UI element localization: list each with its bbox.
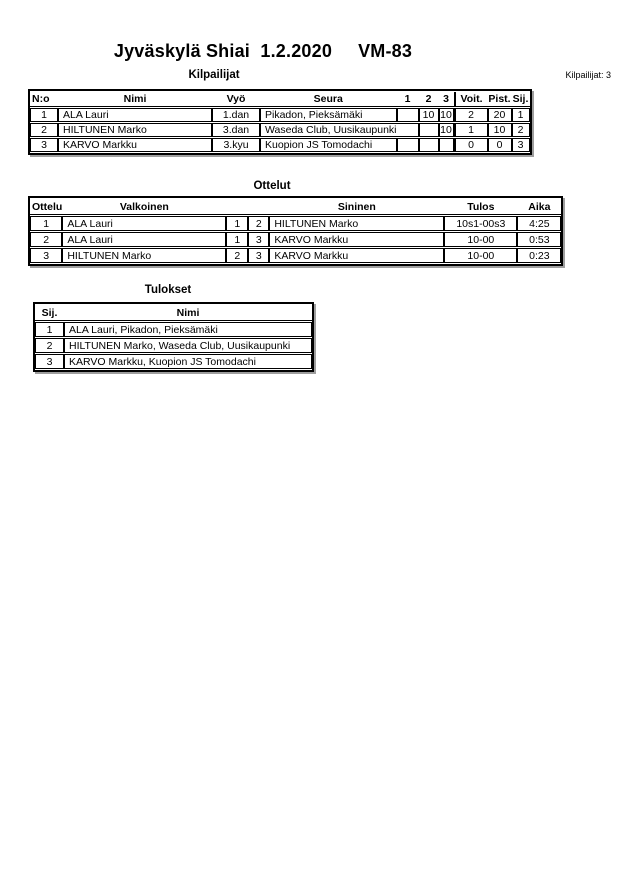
match-time-cell: 0:23 — [517, 248, 561, 263]
competitor-round1-cell — [397, 138, 419, 152]
col-header-match: Ottelu — [30, 199, 62, 215]
competitor-round1-cell — [397, 123, 419, 137]
competitor-round2-cell — [419, 138, 439, 152]
competitor-round3-cell: 10 — [440, 124, 452, 136]
match-white-cell: HILTUNEN Marko — [62, 248, 226, 263]
competitor-no-cell: 3 — [30, 138, 58, 152]
competitor-place-cell: 2 — [512, 123, 530, 137]
match-white-no-cell: 1 — [226, 216, 248, 231]
competitor-points-cell: 0 — [488, 138, 512, 152]
competitor-name-cell: HILTUNEN Marko — [58, 123, 212, 137]
competitor-place-cell: 1 — [512, 108, 530, 122]
matches-section-title: Ottelut — [253, 180, 291, 192]
competitor-name-cell: ALA Lauri — [58, 108, 212, 122]
col-header-belt: Vyö — [212, 92, 260, 107]
match-white-no-cell: 1 — [226, 232, 248, 247]
competitor-wins-cell: 2 — [454, 108, 488, 122]
competitor-belt-cell: 3.dan — [212, 123, 260, 137]
col-header-name: Nimi — [58, 92, 212, 107]
matches-header-row — [30, 199, 561, 215]
match-row — [30, 216, 561, 231]
match-result-cell: 10-00 — [444, 248, 517, 263]
match-white-no-cell: 2 — [226, 248, 248, 263]
match-row — [30, 232, 561, 247]
result-name-cell: KARVO Markku, Kuopion JS Tomodachi — [64, 354, 312, 369]
competitors-count-label: Kilpailijat: 3 — [565, 70, 611, 80]
match-no-cell: 2 — [30, 232, 62, 247]
competitor-points-cell: 20 — [488, 108, 512, 122]
competitor-round2-cell — [419, 123, 439, 137]
match-blue-no-cell: 2 — [248, 216, 269, 231]
competitor-row — [30, 138, 530, 152]
match-white-cell: ALA Lauri — [62, 216, 226, 231]
col-header-round2: 2 — [419, 92, 439, 107]
match-time-cell: 0:53 — [517, 232, 561, 247]
match-result-cell: 10-00 — [444, 232, 517, 247]
col-header-blue-no — [248, 199, 269, 215]
competitor-round3-cell — [439, 138, 454, 152]
competitor-name-cell: KARVO Markku — [58, 138, 212, 152]
results-section-title: Tulokset — [144, 284, 192, 296]
match-blue-cell: KARVO Markku — [269, 248, 444, 263]
result-place-cell: 3 — [35, 354, 64, 369]
col-header-result: Tulos — [444, 199, 517, 215]
col-header-no: N:o — [30, 92, 58, 107]
col-header-round1: 1 — [397, 92, 419, 107]
competitors-header-row — [30, 92, 530, 107]
match-blue-cell: KARVO Markku — [269, 232, 444, 247]
match-blue-no-cell: 3 — [248, 232, 269, 247]
competitor-wins-cell: 1 — [454, 123, 488, 137]
match-no-cell: 3 — [30, 248, 62, 263]
match-blue-cell: HILTUNEN Marko — [269, 216, 444, 231]
competitor-row — [30, 123, 530, 137]
matches-table — [28, 196, 563, 266]
competitor-club-cell: Kuopion JS Tomodachi — [260, 138, 397, 152]
col-header-wins: Voit. — [454, 92, 488, 107]
competitor-belt-cell: 3.kyu — [212, 138, 260, 152]
competitor-wins-cell: 0 — [454, 138, 488, 152]
competitor-belt-cell: 1.dan — [212, 108, 260, 122]
result-place-cell: 2 — [35, 338, 64, 353]
col-header-round3: 3 — [439, 92, 454, 107]
page-title: Jyväskylä Shiai 1.2.2020 VM-83 — [113, 41, 413, 61]
competitor-round2-cell: 10 — [419, 108, 439, 122]
competitors-table — [28, 89, 532, 155]
match-row — [30, 248, 561, 263]
competitors-section-title: Kilpailijat — [188, 69, 240, 81]
col-header-place: Sij. — [35, 305, 64, 321]
competitor-no-cell: 1 — [30, 108, 58, 122]
match-white-cell: ALA Lauri — [62, 232, 226, 247]
competitor-place-cell: 3 — [512, 138, 530, 152]
col-header-white: Valkoinen — [62, 199, 226, 215]
results-table — [33, 302, 314, 372]
competitor-club-cell: Waseda Club, Uusikaupunki — [260, 123, 397, 137]
result-name-cell: ALA Lauri, Pikadon, Pieksämäki — [64, 322, 312, 337]
col-header-place: Sij. — [512, 93, 529, 105]
match-result-cell: 10s1-00s3 — [444, 216, 517, 231]
result-row — [35, 322, 312, 337]
competitor-club-cell: Pikadon, Pieksämäki — [260, 108, 397, 122]
result-place-cell: 1 — [35, 322, 64, 337]
match-blue-no-cell: 3 — [248, 248, 269, 263]
competitor-row — [30, 108, 530, 122]
competitor-no-cell: 2 — [30, 123, 58, 137]
results-header-row — [35, 305, 312, 321]
col-header-time: Aika — [517, 199, 561, 215]
col-header-blue: Sininen — [269, 199, 444, 215]
competitor-round1-cell — [397, 108, 419, 122]
col-header-club: Seura — [260, 92, 397, 107]
competitor-points-cell: 10 — [488, 123, 512, 137]
result-row — [35, 338, 312, 353]
result-name-cell: HILTUNEN Marko, Waseda Club, Uusikaupunki — [64, 338, 312, 353]
match-no-cell: 1 — [30, 216, 62, 231]
col-header-white-no — [226, 199, 248, 215]
col-header-points: Pist. — [488, 93, 511, 105]
result-row — [35, 354, 312, 369]
competitor-round3-cell: 10 — [440, 109, 452, 121]
match-time-cell: 4:25 — [517, 216, 561, 231]
col-header-name: Nimi — [64, 305, 312, 321]
